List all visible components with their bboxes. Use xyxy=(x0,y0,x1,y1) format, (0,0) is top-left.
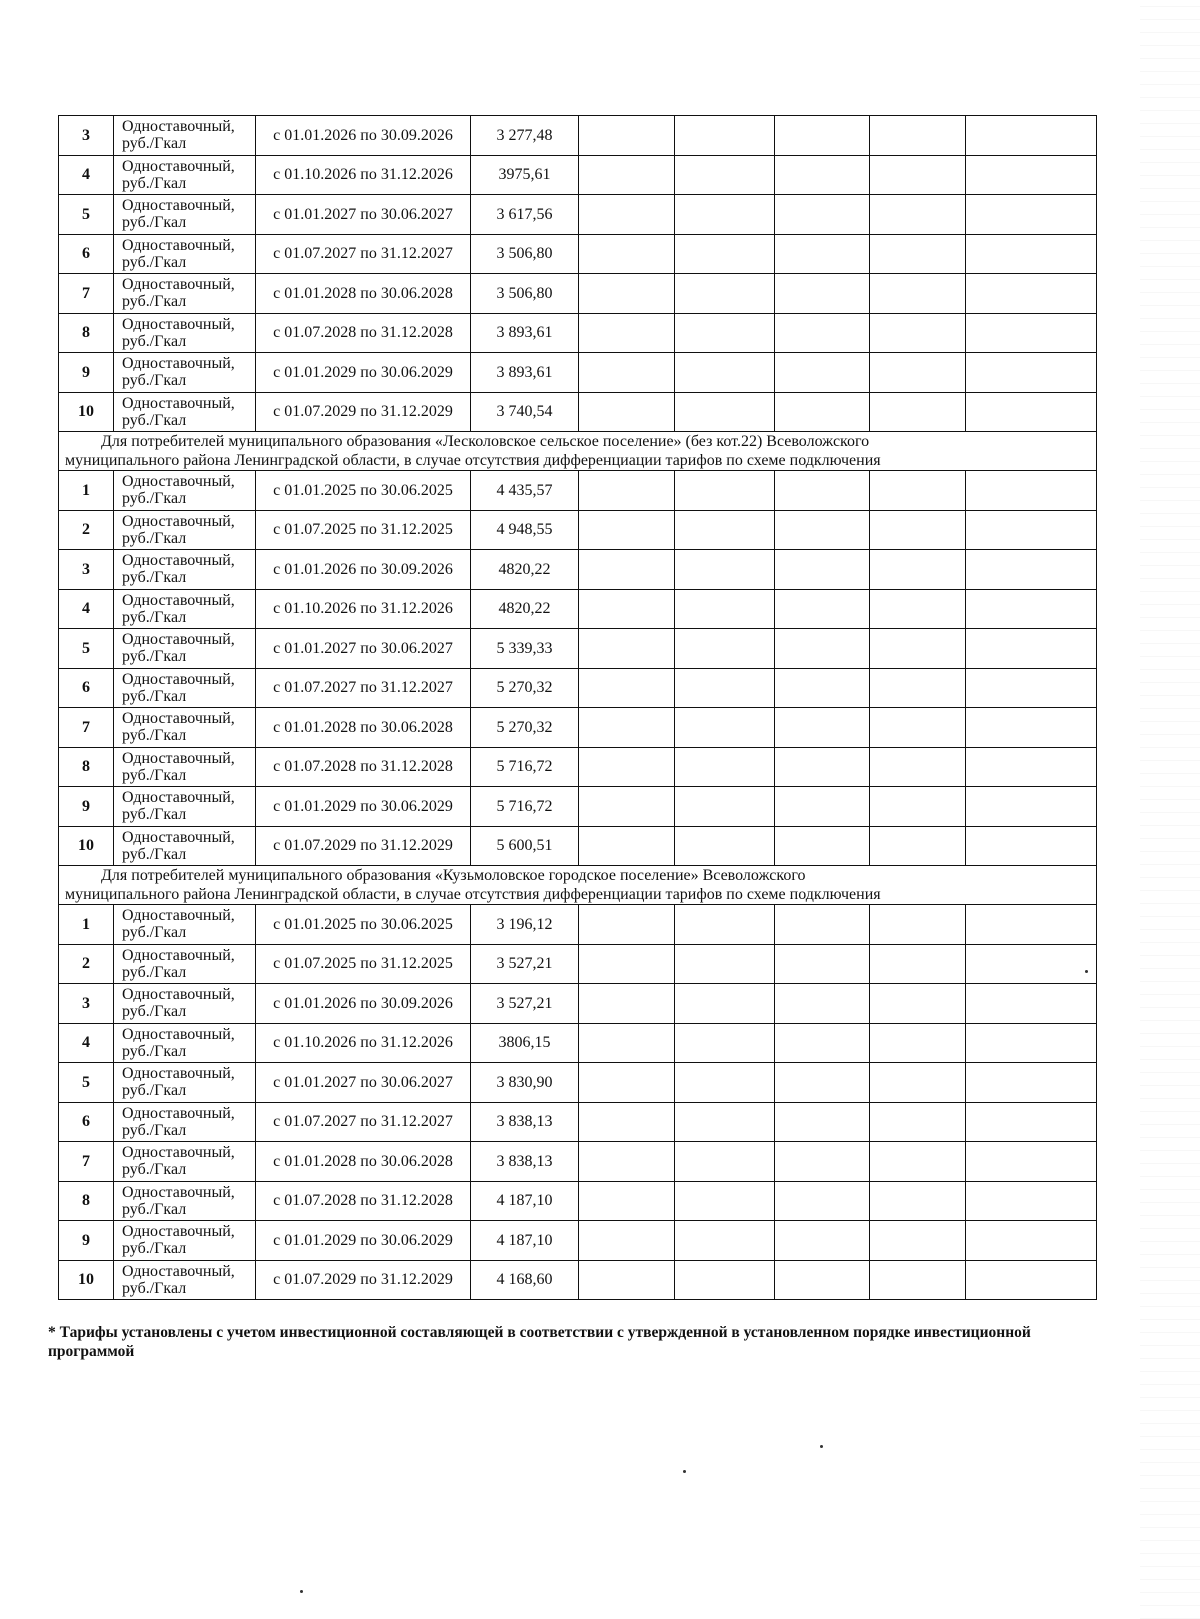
tariff-type: Одноставочный, руб./Гкал xyxy=(114,944,256,984)
empty-cell xyxy=(775,589,870,629)
tariff-value: 3 277,48 xyxy=(471,116,579,156)
row-number: 10 xyxy=(59,392,114,432)
empty-cell xyxy=(870,510,966,550)
tariff-table-body xyxy=(59,116,1097,1300)
empty-cell xyxy=(775,116,870,156)
empty-cell xyxy=(870,392,966,432)
tariff-type: Одноставочный, руб./Гкал xyxy=(114,826,256,866)
tariff-value: 3806,15 xyxy=(471,1023,579,1063)
empty-cell xyxy=(675,1260,775,1300)
row-number: 10 xyxy=(59,1260,114,1300)
empty-cell xyxy=(579,195,675,235)
empty-cell xyxy=(675,984,775,1024)
empty-cell xyxy=(870,313,966,353)
tariff-value: 5 270,32 xyxy=(471,668,579,708)
empty-cell xyxy=(675,905,775,945)
empty-cell xyxy=(870,629,966,669)
empty-cell xyxy=(675,116,775,156)
row-number: 1 xyxy=(59,471,114,511)
tariff-type: Одноставочный, руб./Гкал xyxy=(114,274,256,314)
tariff-value: 3 838,13 xyxy=(471,1102,579,1142)
row-number: 4 xyxy=(59,1023,114,1063)
table-row xyxy=(59,550,1097,590)
empty-cell xyxy=(870,1102,966,1142)
empty-cell xyxy=(870,550,966,590)
empty-cell xyxy=(775,471,870,511)
empty-cell xyxy=(675,1102,775,1142)
table-row xyxy=(59,1102,1097,1142)
empty-cell xyxy=(675,195,775,235)
tariff-value: 4820,22 xyxy=(471,589,579,629)
row-number: 10 xyxy=(59,826,114,866)
empty-cell xyxy=(579,510,675,550)
empty-cell xyxy=(966,392,1097,432)
tariff-period: с 01.01.2029 по 30.06.2029 xyxy=(256,353,471,393)
empty-cell xyxy=(579,787,675,827)
group-header-row xyxy=(59,432,1097,471)
tariff-value: 3 893,61 xyxy=(471,313,579,353)
empty-cell xyxy=(775,944,870,984)
empty-cell xyxy=(675,1221,775,1261)
empty-cell xyxy=(579,826,675,866)
tariff-value: 5 716,72 xyxy=(471,787,579,827)
group-header-line: муниципального района Ленинградской области, в случае отсутствия дифференциации тарифов по схеме подключения xyxy=(65,452,881,469)
empty-cell xyxy=(966,905,1097,945)
tariff-type: Одноставочный, руб./Гкал xyxy=(114,234,256,274)
tariff-type: Одноставочный, руб./Гкал xyxy=(114,1142,256,1182)
tariff-value: 4 187,10 xyxy=(471,1221,579,1261)
empty-cell xyxy=(966,787,1097,827)
table-row xyxy=(59,353,1097,393)
table-row xyxy=(59,1063,1097,1103)
empty-cell xyxy=(870,471,966,511)
empty-cell xyxy=(675,1142,775,1182)
table-row xyxy=(59,984,1097,1024)
empty-cell xyxy=(966,1023,1097,1063)
empty-cell xyxy=(775,1221,870,1261)
empty-cell xyxy=(579,274,675,314)
group-header-line: Для потребителей муниципального образования «Лесколовское сельское поселение» (без кот.22) Всеволожского xyxy=(101,433,870,450)
empty-cell xyxy=(775,1102,870,1142)
table-row xyxy=(59,629,1097,669)
empty-cell xyxy=(870,826,966,866)
tariff-value: 5 339,33 xyxy=(471,629,579,669)
empty-cell xyxy=(870,747,966,787)
empty-cell xyxy=(579,589,675,629)
tariff-type: Одноставочный, руб./Гкал xyxy=(114,1181,256,1221)
empty-cell xyxy=(870,944,966,984)
tariff-type: Одноставочный, руб./Гкал xyxy=(114,1023,256,1063)
tariff-type: Одноставочный, руб./Гкал xyxy=(114,984,256,1024)
table-row xyxy=(59,313,1097,353)
tariff-type: Одноставочный, руб./Гкал xyxy=(114,629,256,669)
empty-cell xyxy=(675,944,775,984)
empty-cell xyxy=(966,826,1097,866)
empty-cell xyxy=(966,708,1097,748)
tariff-value: 4 948,55 xyxy=(471,510,579,550)
empty-cell xyxy=(675,708,775,748)
tariff-value: 3975,61 xyxy=(471,155,579,195)
empty-cell xyxy=(966,313,1097,353)
empty-cell xyxy=(775,313,870,353)
empty-cell xyxy=(966,1181,1097,1221)
row-number: 6 xyxy=(59,1102,114,1142)
tariff-type: Одноставочный, руб./Гкал xyxy=(114,550,256,590)
tariff-period: с 01.01.2029 по 30.06.2029 xyxy=(256,787,471,827)
table-row xyxy=(59,471,1097,511)
tariff-period: с 01.07.2028 по 31.12.2028 xyxy=(256,313,471,353)
tariff-type: Одноставочный, руб./Гкал xyxy=(114,1221,256,1261)
row-number: 3 xyxy=(59,984,114,1024)
empty-cell xyxy=(579,392,675,432)
tariff-type: Одноставочный, руб./Гкал xyxy=(114,510,256,550)
empty-cell xyxy=(775,353,870,393)
table-row xyxy=(59,905,1097,945)
row-number: 5 xyxy=(59,1063,114,1103)
empty-cell xyxy=(775,787,870,827)
tariff-period: с 01.10.2026 по 31.12.2026 xyxy=(256,589,471,629)
tariff-period: с 01.01.2028 по 30.06.2028 xyxy=(256,274,471,314)
empty-cell xyxy=(675,629,775,669)
empty-cell xyxy=(966,1221,1097,1261)
empty-cell xyxy=(675,471,775,511)
table-row xyxy=(59,1023,1097,1063)
tariff-value: 4820,22 xyxy=(471,550,579,590)
empty-cell xyxy=(966,274,1097,314)
empty-cell xyxy=(870,1142,966,1182)
empty-cell xyxy=(870,1063,966,1103)
tariff-value: 4 435,57 xyxy=(471,471,579,511)
group-header-row xyxy=(59,866,1097,905)
empty-cell xyxy=(775,747,870,787)
tariff-type: Одноставочный, руб./Гкал xyxy=(114,313,256,353)
row-number: 8 xyxy=(59,747,114,787)
group-header xyxy=(59,866,1097,905)
row-number: 8 xyxy=(59,1181,114,1221)
empty-cell xyxy=(579,984,675,1024)
tariff-value: 3 740,54 xyxy=(471,392,579,432)
empty-cell xyxy=(775,392,870,432)
empty-cell xyxy=(675,155,775,195)
row-number: 3 xyxy=(59,116,114,156)
tariff-type: Одноставочный, руб./Гкал xyxy=(114,747,256,787)
tariff-value: 3 506,80 xyxy=(471,274,579,314)
empty-cell xyxy=(579,1221,675,1261)
tariff-type: Одноставочный, руб./Гкал xyxy=(114,195,256,235)
empty-cell xyxy=(775,1023,870,1063)
empty-cell xyxy=(675,392,775,432)
tariff-type: Одноставочный, руб./Гкал xyxy=(114,905,256,945)
table-row xyxy=(59,944,1097,984)
tariff-period: с 01.01.2027 по 30.06.2027 xyxy=(256,629,471,669)
row-number: 1 xyxy=(59,905,114,945)
scan-edge-noise xyxy=(1140,0,1200,1619)
empty-cell xyxy=(966,1142,1097,1182)
tariff-type: Одноставочный, руб./Гкал xyxy=(114,392,256,432)
table-row xyxy=(59,510,1097,550)
empty-cell xyxy=(966,1063,1097,1103)
empty-cell xyxy=(870,1260,966,1300)
empty-cell xyxy=(870,905,966,945)
tariff-period: с 01.10.2026 по 31.12.2026 xyxy=(256,1023,471,1063)
empty-cell xyxy=(775,708,870,748)
tariff-period: с 01.07.2028 по 31.12.2028 xyxy=(256,1181,471,1221)
group-header xyxy=(59,432,1097,471)
tariff-period: с 01.01.2027 по 30.06.2027 xyxy=(256,195,471,235)
tariff-period: с 01.07.2027 по 31.12.2027 xyxy=(256,1102,471,1142)
tariff-type: Одноставочный, руб./Гкал xyxy=(114,1102,256,1142)
table-row xyxy=(59,708,1097,748)
table-row xyxy=(59,1142,1097,1182)
empty-cell xyxy=(675,826,775,866)
tariff-value: 3 527,21 xyxy=(471,984,579,1024)
tariff-type: Одноставочный, руб./Гкал xyxy=(114,155,256,195)
empty-cell xyxy=(675,1181,775,1221)
empty-cell xyxy=(579,116,675,156)
tariff-type: Одноставочный, руб./Гкал xyxy=(114,1063,256,1103)
table-row xyxy=(59,116,1097,156)
empty-cell xyxy=(675,510,775,550)
empty-cell xyxy=(966,944,1097,984)
empty-cell xyxy=(966,116,1097,156)
table-row xyxy=(59,668,1097,708)
empty-cell xyxy=(870,1023,966,1063)
empty-cell xyxy=(579,1063,675,1103)
empty-cell xyxy=(966,984,1097,1024)
group-header-line: муниципального района Ленинградской области, в случае отсутствия дифференциации тарифов по схеме подключения xyxy=(65,886,881,903)
empty-cell xyxy=(870,234,966,274)
empty-cell xyxy=(675,234,775,274)
empty-cell xyxy=(870,274,966,314)
row-number: 9 xyxy=(59,787,114,827)
tariff-value: 3 830,90 xyxy=(471,1063,579,1103)
empty-cell xyxy=(579,1102,675,1142)
row-number: 6 xyxy=(59,668,114,708)
tariff-type: Одноставочный, руб./Гкал xyxy=(114,589,256,629)
empty-cell xyxy=(775,234,870,274)
empty-cell xyxy=(675,1023,775,1063)
empty-cell xyxy=(675,747,775,787)
tariff-period: с 01.01.2026 по 30.09.2026 xyxy=(256,550,471,590)
empty-cell xyxy=(775,550,870,590)
row-number: 7 xyxy=(59,274,114,314)
empty-cell xyxy=(579,1181,675,1221)
scan-speck xyxy=(683,1470,686,1473)
tariff-period: с 01.07.2025 по 31.12.2025 xyxy=(256,510,471,550)
empty-cell xyxy=(870,668,966,708)
row-number: 3 xyxy=(59,550,114,590)
tariff-period: с 01.01.2027 по 30.06.2027 xyxy=(256,1063,471,1103)
empty-cell xyxy=(870,708,966,748)
empty-cell xyxy=(870,589,966,629)
empty-cell xyxy=(775,195,870,235)
tariff-type: Одноставочный, руб./Гкал xyxy=(114,787,256,827)
scan-speck xyxy=(820,1445,823,1448)
tariff-value: 3 506,80 xyxy=(471,234,579,274)
tariff-period: с 01.07.2027 по 31.12.2027 xyxy=(256,234,471,274)
tariff-value: 5 716,72 xyxy=(471,747,579,787)
empty-cell xyxy=(966,510,1097,550)
empty-cell xyxy=(675,353,775,393)
tariff-type: Одноставочный, руб./Гкал xyxy=(114,1260,256,1300)
row-number: 8 xyxy=(59,313,114,353)
empty-cell xyxy=(966,747,1097,787)
empty-cell xyxy=(579,155,675,195)
empty-cell xyxy=(579,944,675,984)
empty-cell xyxy=(675,550,775,590)
table-row xyxy=(59,195,1097,235)
tariff-value: 3 838,13 xyxy=(471,1142,579,1182)
tariff-period: с 01.01.2025 по 30.06.2025 xyxy=(256,471,471,511)
footnote: * Тарифы установлены с учетом инвестиционной составляющей в соответствии с утвержденной в установленном порядке инвестиционной программой xyxy=(48,1324,1031,1360)
tariff-period: с 01.01.2028 по 30.06.2028 xyxy=(256,708,471,748)
empty-cell xyxy=(775,1063,870,1103)
empty-cell xyxy=(966,1260,1097,1300)
empty-cell xyxy=(775,984,870,1024)
tariff-value: 5 270,32 xyxy=(471,708,579,748)
empty-cell xyxy=(775,1260,870,1300)
empty-cell xyxy=(675,668,775,708)
tariff-period: с 01.01.2026 по 30.09.2026 xyxy=(256,984,471,1024)
group-header-line: Для потребителей муниципального образования «Кузьмоловское городское поселение» Всеволожского xyxy=(101,867,806,884)
tariff-value: 4 187,10 xyxy=(471,1181,579,1221)
empty-cell xyxy=(775,668,870,708)
empty-cell xyxy=(579,708,675,748)
empty-cell xyxy=(579,550,675,590)
tariff-period: с 01.10.2026 по 31.12.2026 xyxy=(256,155,471,195)
tariff-period: с 01.07.2027 по 31.12.2027 xyxy=(256,668,471,708)
empty-cell xyxy=(966,668,1097,708)
empty-cell xyxy=(675,787,775,827)
row-number: 2 xyxy=(59,510,114,550)
table-row xyxy=(59,155,1097,195)
empty-cell xyxy=(870,353,966,393)
row-number: 4 xyxy=(59,589,114,629)
tariff-period: с 01.01.2028 по 30.06.2028 xyxy=(256,1142,471,1182)
scan-speck xyxy=(1085,970,1088,973)
empty-cell xyxy=(966,629,1097,669)
empty-cell xyxy=(966,234,1097,274)
empty-cell xyxy=(579,234,675,274)
row-number: 5 xyxy=(59,195,114,235)
empty-cell xyxy=(775,1142,870,1182)
tariff-value: 3 196,12 xyxy=(471,905,579,945)
tariff-period: с 01.01.2025 по 30.06.2025 xyxy=(256,905,471,945)
empty-cell xyxy=(579,1142,675,1182)
tariff-type: Одноставочный, руб./Гкал xyxy=(114,353,256,393)
tariff-type: Одноставочный, руб./Гкал xyxy=(114,708,256,748)
empty-cell xyxy=(966,353,1097,393)
empty-cell xyxy=(870,116,966,156)
tariff-table xyxy=(58,115,1097,1300)
empty-cell xyxy=(579,905,675,945)
empty-cell xyxy=(775,826,870,866)
empty-cell xyxy=(966,471,1097,511)
empty-cell xyxy=(675,589,775,629)
table-row xyxy=(59,826,1097,866)
empty-cell xyxy=(775,629,870,669)
tariff-value: 4 168,60 xyxy=(471,1260,579,1300)
empty-cell xyxy=(966,1102,1097,1142)
table-row xyxy=(59,1260,1097,1300)
table-row xyxy=(59,1221,1097,1261)
tariff-period: с 01.07.2029 по 31.12.2029 xyxy=(256,1260,471,1300)
empty-cell xyxy=(675,274,775,314)
empty-cell xyxy=(775,510,870,550)
empty-cell xyxy=(579,668,675,708)
row-number: 9 xyxy=(59,353,114,393)
row-number: 4 xyxy=(59,155,114,195)
empty-cell xyxy=(966,155,1097,195)
tariff-value: 3 893,61 xyxy=(471,353,579,393)
row-number: 9 xyxy=(59,1221,114,1261)
empty-cell xyxy=(775,155,870,195)
empty-cell xyxy=(870,984,966,1024)
tariff-value: 3 617,56 xyxy=(471,195,579,235)
tariff-period: с 01.07.2029 по 31.12.2029 xyxy=(256,826,471,866)
empty-cell xyxy=(579,353,675,393)
tariff-period: с 01.01.2026 по 30.09.2026 xyxy=(256,116,471,156)
empty-cell xyxy=(775,274,870,314)
tariff-type: Одноставочный, руб./Гкал xyxy=(114,668,256,708)
empty-cell xyxy=(579,471,675,511)
table-row xyxy=(59,787,1097,827)
tariff-period: с 01.01.2029 по 30.06.2029 xyxy=(256,1221,471,1261)
table-row xyxy=(59,589,1097,629)
empty-cell xyxy=(870,195,966,235)
empty-cell xyxy=(966,589,1097,629)
empty-cell xyxy=(579,1023,675,1063)
empty-cell xyxy=(675,1063,775,1103)
tariff-period: с 01.07.2025 по 31.12.2025 xyxy=(256,944,471,984)
scan-speck xyxy=(300,1590,303,1593)
empty-cell xyxy=(675,313,775,353)
empty-cell xyxy=(966,195,1097,235)
tariff-value: 3 527,21 xyxy=(471,944,579,984)
empty-cell xyxy=(579,747,675,787)
table-row xyxy=(59,392,1097,432)
table-row xyxy=(59,234,1097,274)
table-row xyxy=(59,1181,1097,1221)
empty-cell xyxy=(775,905,870,945)
empty-cell xyxy=(775,1181,870,1221)
empty-cell xyxy=(579,1260,675,1300)
empty-cell xyxy=(870,787,966,827)
table-row xyxy=(59,747,1097,787)
empty-cell xyxy=(579,313,675,353)
row-number: 2 xyxy=(59,944,114,984)
table-row xyxy=(59,274,1097,314)
tariff-value: 5 600,51 xyxy=(471,826,579,866)
tariff-type: Одноставочный, руб./Гкал xyxy=(114,471,256,511)
tariff-period: с 01.07.2028 по 31.12.2028 xyxy=(256,747,471,787)
row-number: 7 xyxy=(59,708,114,748)
row-number: 7 xyxy=(59,1142,114,1182)
empty-cell xyxy=(870,155,966,195)
row-number: 5 xyxy=(59,629,114,669)
row-number: 6 xyxy=(59,234,114,274)
empty-cell xyxy=(966,550,1097,590)
tariff-type: Одноставочный, руб./Гкал xyxy=(114,116,256,156)
empty-cell xyxy=(870,1221,966,1261)
tariff-period: с 01.07.2029 по 31.12.2029 xyxy=(256,392,471,432)
empty-cell xyxy=(579,629,675,669)
empty-cell xyxy=(870,1181,966,1221)
